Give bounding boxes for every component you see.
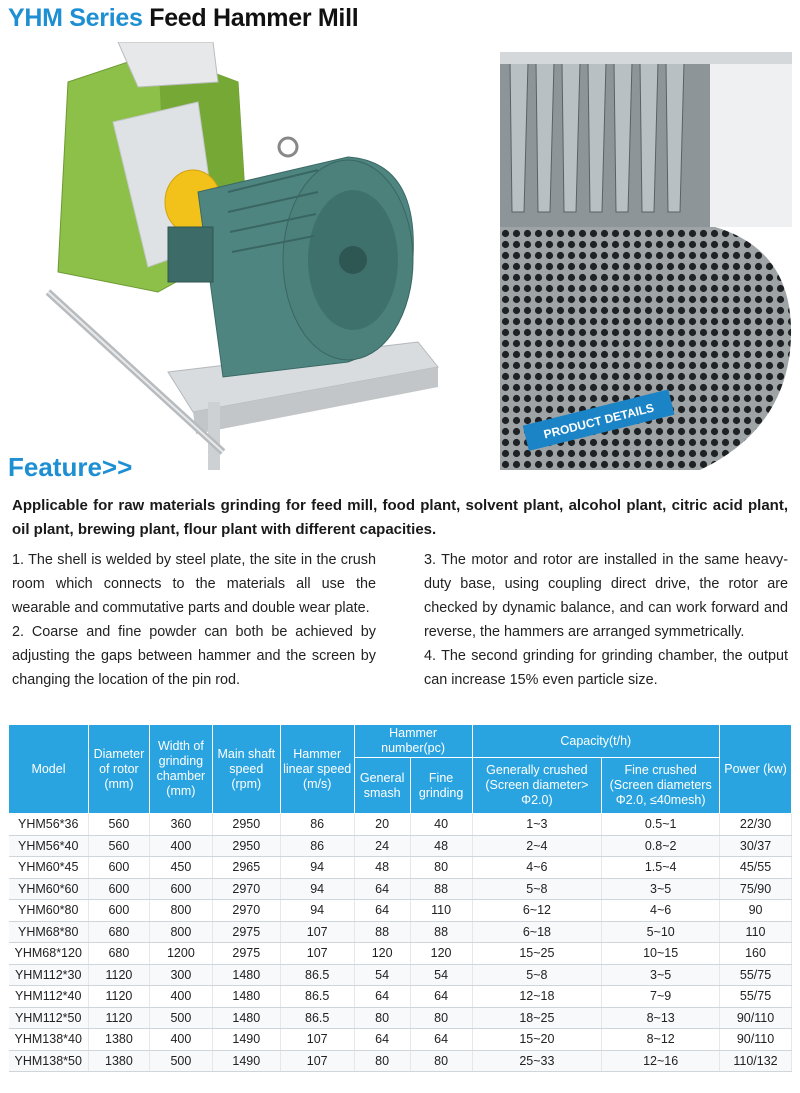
table-cell: YHM60*45 — [9, 857, 89, 879]
th-gen-crushed: Generally crushed (Screen diameter> Φ2.0) — [472, 758, 602, 814]
table-cell: 500 — [149, 1007, 212, 1029]
table-cell: 560 — [88, 814, 149, 836]
table-cell: 107 — [280, 1050, 354, 1072]
table-cell: 500 — [149, 1050, 212, 1072]
table-cell: 110/132 — [720, 1050, 792, 1072]
table-cell: 88 — [410, 878, 472, 900]
table-cell: 94 — [280, 900, 354, 922]
table-cell: 1480 — [212, 986, 280, 1008]
table-cell: 64 — [354, 1029, 410, 1051]
table-cell: 360 — [149, 814, 212, 836]
table-cell: 10~15 — [602, 943, 720, 965]
table-cell: 80 — [354, 1050, 410, 1072]
table-cell: YHM112*50 — [9, 1007, 89, 1029]
table-row — [9, 857, 792, 879]
table-cell: 120 — [410, 943, 472, 965]
page-title — [8, 4, 358, 33]
table-cell: 88 — [410, 921, 472, 943]
table-cell: 22/30 — [720, 814, 792, 836]
table-cell: YHM68*120 — [9, 943, 89, 965]
table-cell: 2970 — [212, 878, 280, 900]
table-cell: YHM112*30 — [9, 964, 89, 986]
table-row — [9, 943, 792, 965]
table-cell: 2975 — [212, 943, 280, 965]
table-cell: YHM138*40 — [9, 1029, 89, 1051]
table-cell: 30/37 — [720, 835, 792, 857]
table-cell: 600 — [88, 878, 149, 900]
table-cell: YHM56*40 — [9, 835, 89, 857]
table-cell: 0.8~2 — [602, 835, 720, 857]
table-cell: 90/110 — [720, 1007, 792, 1029]
table-cell: 20 — [354, 814, 410, 836]
table-cell: 3~5 — [602, 964, 720, 986]
table-cell: 86 — [280, 835, 354, 857]
th-general-smash: General smash — [354, 758, 410, 814]
table-cell: YHM60*60 — [9, 878, 89, 900]
table-cell: 1~3 — [472, 814, 602, 836]
table-cell: 450 — [149, 857, 212, 879]
table-row — [9, 835, 792, 857]
table-cell: 55/75 — [720, 964, 792, 986]
spec-table-body — [9, 814, 792, 1072]
table-cell: 120 — [354, 943, 410, 965]
table-row — [9, 1050, 792, 1072]
table-cell: 90/110 — [720, 1029, 792, 1051]
table-cell: 86 — [280, 814, 354, 836]
table-cell: 15~20 — [472, 1029, 602, 1051]
feature-item-4: 4. The second grinding for grinding chamber, the output can increase 15% even particle size. — [424, 648, 788, 688]
table-row — [9, 986, 792, 1008]
table-cell: 2965 — [212, 857, 280, 879]
table-cell: 107 — [280, 921, 354, 943]
feature-item-3: 3. The motor and rotor are installed in the same heavy-duty base, using coupling direct drive, the rotor are checked by dynamic balance, and can work forward and reverse, the hammers are arranged symmetrically. — [424, 552, 788, 640]
table-row — [9, 1007, 792, 1029]
table-cell: 8~13 — [602, 1007, 720, 1029]
th-rotor: Diameter of rotor (mm) — [88, 725, 149, 814]
table-cell: 600 — [88, 857, 149, 879]
table-cell: 3~5 — [602, 878, 720, 900]
table-cell: 1200 — [149, 943, 212, 965]
table-cell: YHM60*80 — [9, 900, 89, 922]
th-power: Power (kw) — [720, 725, 792, 814]
table-cell: 45/55 — [720, 857, 792, 879]
table-cell: 5~8 — [472, 878, 602, 900]
table-cell: 107 — [280, 943, 354, 965]
table-cell: 1.5~4 — [602, 857, 720, 879]
table-cell: 1380 — [88, 1029, 149, 1051]
table-cell: 64 — [354, 986, 410, 1008]
table-cell: 18~25 — [472, 1007, 602, 1029]
feature-item-2: 2. Coarse and fine powder can both be achieved by adjusting the gaps between hammer and the screen by changing the location of the pin rod. — [12, 624, 376, 688]
table-cell: 680 — [88, 943, 149, 965]
table-cell: 600 — [88, 900, 149, 922]
table-cell: 94 — [280, 857, 354, 879]
table-cell: 1490 — [212, 1029, 280, 1051]
table-cell: YHM112*40 — [9, 986, 89, 1008]
table-cell: 64 — [410, 1029, 472, 1051]
table-cell: 54 — [354, 964, 410, 986]
table-row — [9, 900, 792, 922]
th-linear: Hammer linear speed (m/s) — [280, 725, 354, 814]
table-cell: 64 — [354, 900, 410, 922]
table-cell: 7~9 — [602, 986, 720, 1008]
table-cell: 1490 — [212, 1050, 280, 1072]
table-cell: 110 — [410, 900, 472, 922]
table-cell: 80 — [410, 1050, 472, 1072]
table-cell: 2950 — [212, 835, 280, 857]
table-row — [9, 814, 792, 836]
table-cell: 1120 — [88, 1007, 149, 1029]
table-cell: 12~18 — [472, 986, 602, 1008]
th-model: Model — [9, 725, 89, 814]
feature-column-right — [424, 548, 788, 692]
table-cell: 5~8 — [472, 964, 602, 986]
hammer-mill-photo — [18, 42, 488, 470]
feature-column-left — [12, 548, 376, 692]
table-cell: 5~10 — [602, 921, 720, 943]
table-cell: 4~6 — [472, 857, 602, 879]
table-cell: 400 — [149, 835, 212, 857]
table-row — [9, 878, 792, 900]
table-cell: 300 — [149, 964, 212, 986]
table-cell: 64 — [410, 986, 472, 1008]
table-cell: YHM56*36 — [9, 814, 89, 836]
table-cell: 80 — [410, 1007, 472, 1029]
table-cell: 1120 — [88, 964, 149, 986]
table-cell: 107 — [280, 1029, 354, 1051]
table-cell: 2~4 — [472, 835, 602, 857]
table-cell: 2950 — [212, 814, 280, 836]
th-fine-crushed: Fine crushed (Screen diameters Φ2.0, ≤40mesh) — [602, 758, 720, 814]
table-cell: 800 — [149, 921, 212, 943]
table-cell: 400 — [149, 986, 212, 1008]
table-cell: 800 — [149, 900, 212, 922]
table-row — [9, 921, 792, 943]
table-cell: 64 — [354, 878, 410, 900]
table-cell: 6~18 — [472, 921, 602, 943]
table-cell: 560 — [88, 835, 149, 857]
table-cell: 400 — [149, 1029, 212, 1051]
table-cell: 1380 — [88, 1050, 149, 1072]
table-cell: 54 — [410, 964, 472, 986]
th-shaft: Main shaft speed (rpm) — [212, 725, 280, 814]
table-cell: 48 — [354, 857, 410, 879]
table-cell: 2970 — [212, 900, 280, 922]
spec-table — [8, 724, 792, 1072]
table-cell: 48 — [410, 835, 472, 857]
product-details-badge: PRODUCT DETAILS — [542, 400, 656, 442]
intro-text: Applicable for raw materials grinding for feed mill, food plant, solvent plant, alcohol plant, citric acid plant, oil plant, brewing plant, flour plant with different capacities. — [12, 497, 788, 538]
table-cell: 1120 — [88, 986, 149, 1008]
th-fine-grinding: Fine grinding — [410, 758, 472, 814]
feature-item-1: 1. The shell is welded by steel plate, the site in the crush room which connects to the materials all use the wearable and commutative parts and double wear plate. — [12, 552, 376, 616]
table-cell: 1480 — [212, 964, 280, 986]
table-cell: 160 — [720, 943, 792, 965]
table-cell: 88 — [354, 921, 410, 943]
table-cell: YHM138*50 — [9, 1050, 89, 1072]
table-cell: 680 — [88, 921, 149, 943]
table-cell: 25~33 — [472, 1050, 602, 1072]
table-cell: 55/75 — [720, 986, 792, 1008]
th-chamber: Width of grinding chamber (mm) — [149, 725, 212, 814]
table-cell: YHM68*80 — [9, 921, 89, 943]
table-cell: 40 — [410, 814, 472, 836]
table-cell: 8~12 — [602, 1029, 720, 1051]
table-row — [9, 964, 792, 986]
table-cell: 86.5 — [280, 1007, 354, 1029]
table-cell: 15~25 — [472, 943, 602, 965]
table-cell: 94 — [280, 878, 354, 900]
product-detail-photo — [500, 52, 792, 470]
table-cell: 24 — [354, 835, 410, 857]
table-cell: 6~12 — [472, 900, 602, 922]
series-name: YHM Series — [8, 4, 143, 32]
table-cell: 80 — [410, 857, 472, 879]
table-cell: 4~6 — [602, 900, 720, 922]
table-cell: 86.5 — [280, 964, 354, 986]
product-name: Feed Hammer Mill — [149, 4, 359, 32]
table-cell: 75/90 — [720, 878, 792, 900]
table-cell: 86.5 — [280, 986, 354, 1008]
table-cell: 0.5~1 — [602, 814, 720, 836]
table-cell: 2975 — [212, 921, 280, 943]
feature-heading: Feature>> — [8, 452, 133, 482]
table-cell: 80 — [354, 1007, 410, 1029]
th-hammer-group: Hammer number(pc) — [354, 725, 472, 758]
table-cell: 12~16 — [602, 1050, 720, 1072]
table-cell: 1480 — [212, 1007, 280, 1029]
table-row — [9, 1029, 792, 1051]
table-cell: 90 — [720, 900, 792, 922]
table-cell: 600 — [149, 878, 212, 900]
table-cell: 110 — [720, 921, 792, 943]
th-capacity-group: Capacity(t/h) — [472, 725, 719, 758]
